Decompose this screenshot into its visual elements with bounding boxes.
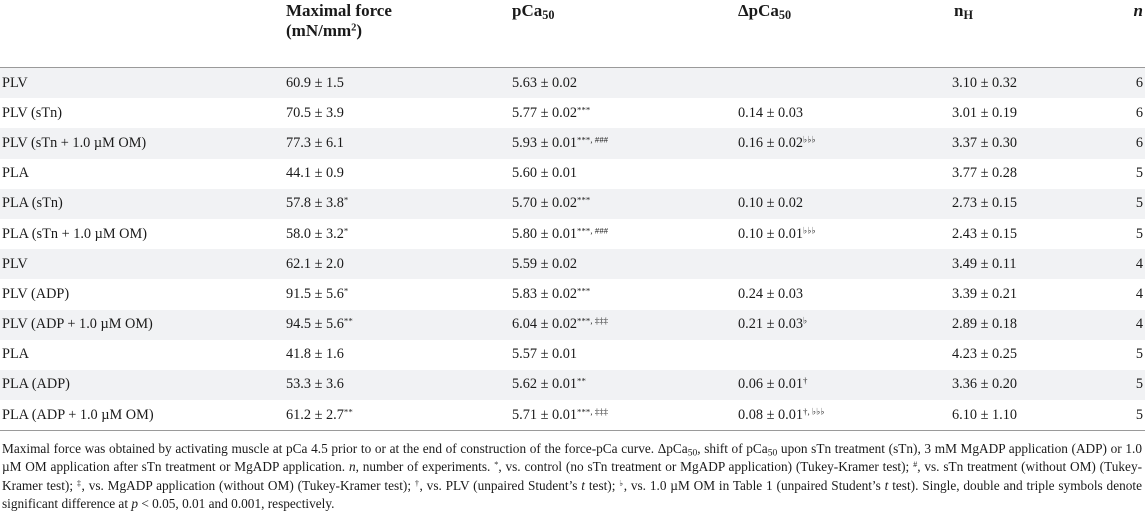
n-value: 5 [1135,195,1143,212]
pca50-value: 5.70 ± 0.02*** [512,194,591,212]
header-label [0,0,286,68]
n-value: 5 [1135,376,1143,393]
n-value: 6 [1135,74,1143,91]
table-row [0,189,1145,219]
delta-pca50-value: 0.14 ± 0.03 [738,104,804,121]
delta-pca50-value: 0.10 ± 0.02 [738,195,804,212]
nh-value: 3.77 ± 0.28 [952,165,1018,182]
delta-pca50-value [738,340,952,370]
nh-value: 2.89 ± 0.18 [952,316,1018,333]
n-value: 5 [1135,346,1143,363]
pca50-value: 5.63 ± 0.02 [512,74,578,91]
table-row [0,279,1145,309]
row-label: PLA (sTn + 1.0 µM OM) [2,225,147,242]
pca50-value: 5.83 ± 0.02*** [512,285,591,302]
row-label: PLA [2,346,30,363]
row-label: PLA (sTn) [2,195,63,212]
maximal-force-value: 58.0 ± 3.2* [286,225,349,242]
maximal-force-value: 91.5 ± 5.6* [286,285,349,302]
delta-pca50-value: 0.24 ± 0.03 [738,285,804,302]
pca50-value: 5.77 ± 0.02*** [512,104,591,121]
row-label: PLV (ADP + 1.0 µM OM) [2,316,153,333]
table-row [0,219,1145,249]
nh-value: 2.73 ± 0.15 [952,195,1018,212]
row-label: PLV [2,255,28,272]
nh-value: 3.01 ± 0.19 [952,104,1018,121]
table-row [0,159,1145,189]
maximal-force-value: 77.3 ± 6.1 [286,134,344,151]
row-label: PLA [2,165,30,182]
pca50-value: 5.80 ± 0.01***, ### [512,225,609,242]
n-value: 4 [1135,316,1143,333]
n-value: 5 [1135,225,1143,242]
nh-value: 3.49 ± 0.11 [952,255,1017,272]
delta-pca50-value: 0.06 ± 0.01† [738,376,808,393]
n-value: 4 [1135,255,1143,272]
table-row [0,128,1145,158]
delta-pca50-value: 0.08 ± 0.01†, ♭♭♭ [738,406,825,423]
header-maximal-force: Maximal force $(mN/mm^2)$ [286,1,392,40]
table-bottom-rule [0,430,1145,431]
nh-value: 3.36 ± 0.20 [952,376,1018,393]
nh-value: 6.10 ± 1.10 [952,406,1018,423]
maximal-force-value: 70.5 ± 3.9 [286,104,344,121]
pca50-value: 5.59 ± 0.02 [512,255,578,272]
delta-pca50-value [738,68,952,98]
header-pca50: pCa$_{50}$ [512,1,555,23]
nh-value: 2.43 ± 0.15 [952,225,1018,242]
header-nh: $n_H$ [954,1,973,23]
delta-pca50-value [738,159,952,189]
table-row [0,340,1145,370]
delta-pca50-value [738,249,952,279]
maximal-force-value: 57.8 ± 3.8* [286,194,349,212]
row-label: PLA (ADP + 1.0 µM OM) [2,406,154,423]
table-row [0,370,1145,400]
nh-value: 3.37 ± 0.30 [952,134,1018,151]
maximal-force-value: 53.3 ± 3.6 [286,376,344,393]
pca50-value: 6.04 ± 0.02***, ‡‡‡ [512,315,609,333]
table-row [0,68,1145,98]
n-value: 4 [1135,285,1143,302]
maximal-force-value: 61.2 ± 2.7** [286,406,353,423]
n-value: 6 [1135,104,1143,121]
maximal-force-value: 44.1 ± 0.9 [286,165,344,182]
n-value: 5 [1135,165,1143,182]
pca50-value: 5.71 ± 0.01***, ‡‡‡ [512,406,609,423]
delta-pca50-value: 0.16 ± 0.02♭♭♭ [738,134,816,151]
pca50-value: 5.93 ± 0.01***, ### [512,134,609,151]
row-label: PLV (sTn) [2,104,62,121]
table-footnote: Maximal force was obtained by activating muscle at pCa 4.5 prior to or at the end of construction of the force-pCa curve. ΔpCa$_{50}$, shift of pCa$_{50}$ upon sTn treatment (sTn), 3 mM MgADP application (ADP) or 1.0 µM OM application after sTn treatment or MgADP application. n, number of experiments. *, vs. control (no sTn treatment or MgADP application) (Tukey-Kramer test); #, vs. sTn treatment (without OM) (Tukey-Kramer test); ‡, vs. MgADP application (without OM) (Tukey-Kramer test); †, vs. PLV (unpaired Student’s t test); ♭, vs. 1.0 µM OM in Table 1 (unpaired Student’s t test). Single, double and triple symbols denote significant difference at p < 0.05, 0.01 and 0.001, respectively. [2,441,1143,511]
delta-pca50-value: 0.10 ± 0.01♭♭♭ [738,225,816,242]
n-value: 6 [1135,134,1143,151]
n-value: 5 [1135,406,1143,423]
table-row [0,249,1145,279]
maximal-force-value: 41.8 ± 1.6 [286,346,344,363]
pca50-value: 5.60 ± 0.01 [512,165,578,182]
header-divider [0,67,1145,68]
delta-pca50-value: 0.21 ± 0.03♭ [738,315,808,333]
nh-value: 3.10 ± 0.32 [952,74,1018,91]
row-label: PLV (sTn + 1.0 µM OM) [2,134,147,151]
maximal-force-value: 60.9 ± 1.5 [286,74,344,91]
header-delta-pca50: ΔpCa$_{50}$ [738,1,792,23]
maximal-force-value: 62.1 ± 2.0 [286,255,344,272]
table-row [0,98,1145,128]
pca50-value: 5.57 ± 0.01 [512,346,578,363]
header-n: n [1133,1,1143,20]
nh-value: 4.23 ± 0.25 [952,346,1018,363]
row-label: PLV [2,74,28,91]
table-row [0,400,1145,430]
pca50-value: 5.62 ± 0.01** [512,376,586,393]
row-label: PLA (ADP) [2,376,70,393]
nh-value: 3.39 ± 0.21 [952,285,1018,302]
row-label: PLV (ADP) [2,285,70,302]
maximal-force-value: 94.5 ± 5.6** [286,315,353,333]
table-row [0,310,1145,340]
header-row [0,0,1145,68]
